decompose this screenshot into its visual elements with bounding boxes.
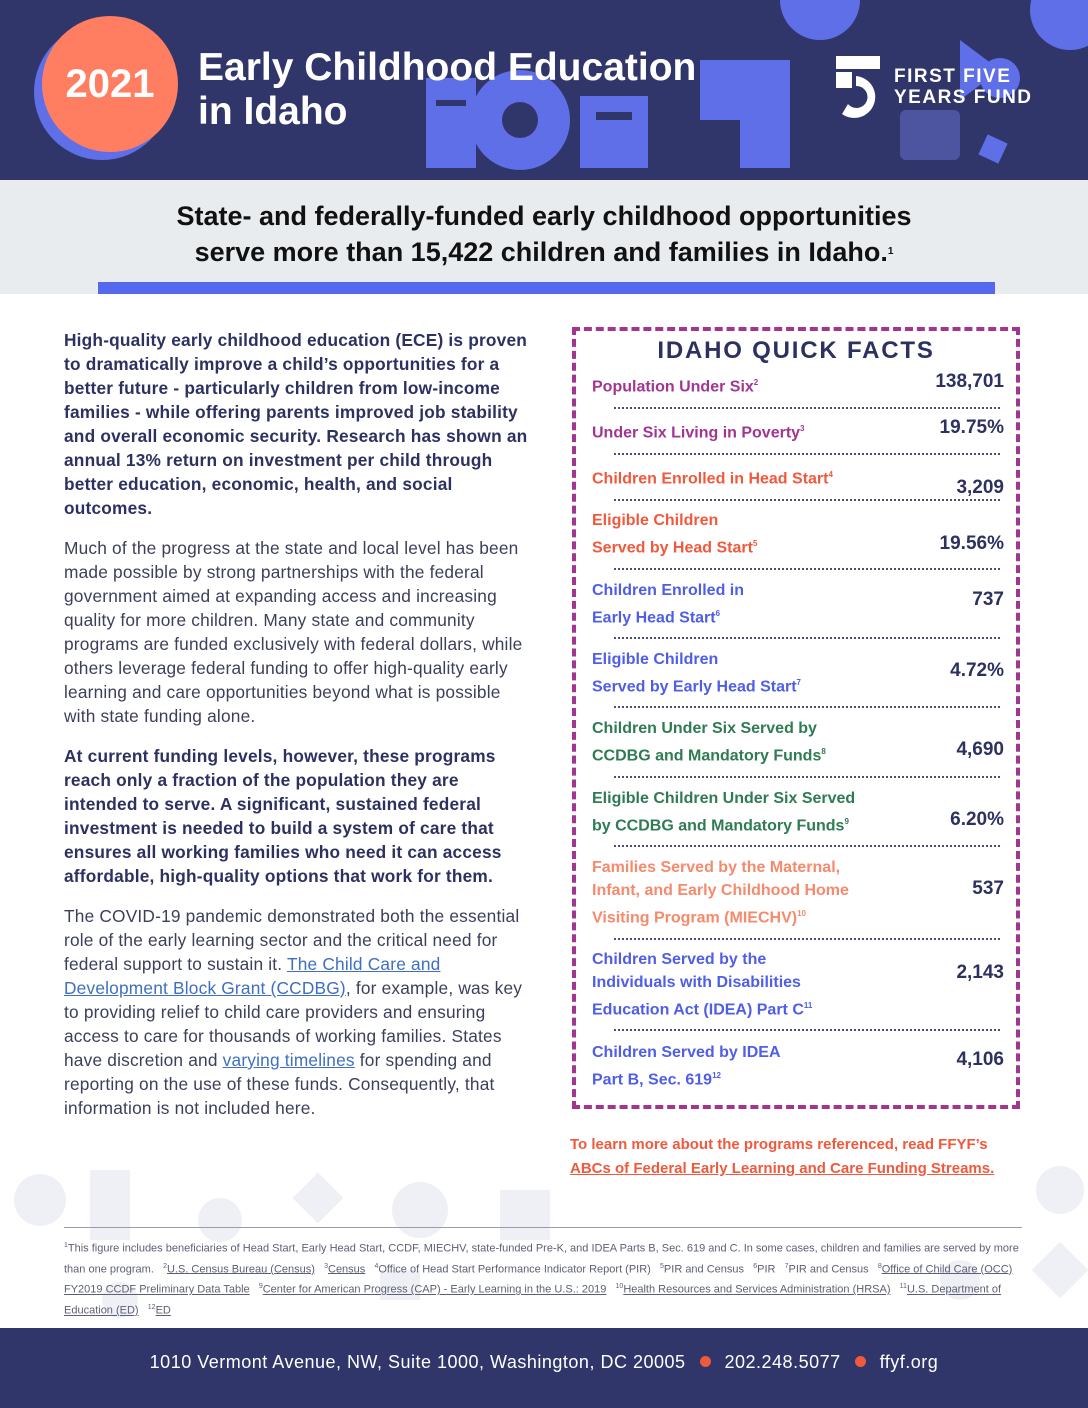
footer-phone[interactable]: 202.248.5077 [724,1352,841,1372]
separator-dot [700,1356,711,1367]
footnote-11-link[interactable]: U.S. Department of Education (ED) [64,1283,1002,1317]
divider [614,453,1000,455]
divider [614,499,1000,501]
fact-value: 6.20% [950,809,1004,830]
logo-line2: YEARS FUND [894,87,1033,108]
footer-address: 1010 Vermont Avenue, NW, Suite 1000, Washington, DC 20005 [149,1352,686,1372]
footnote-5: PIR and Census [663,1263,745,1276]
fact-value: 737 [972,589,1004,610]
covid-paragraph [64,904,536,1120]
fact-value: 19.75% [939,417,1004,438]
divider [614,938,1000,940]
headline-banner [0,180,1088,294]
headline-line2: serve more than 15,422 children and families in Idaho. [194,237,888,267]
ffyf-logo-icon [836,56,880,118]
footnote-10-link[interactable]: Health Resources and Services Administration (HRSA) [623,1283,891,1296]
footer-contact [0,1352,1088,1373]
fact-label: Under Six Living in Poverty$^3$ [592,424,805,442]
logo-line1: FIRST FIVE [894,66,1012,87]
fact-label: Eligible Children Served by Head Start$^5$ [592,512,758,557]
banner-accent-bar [98,282,995,294]
ccdbg-link[interactable]: The Child Care and Development Block Grant (CCDBG) [64,954,441,998]
varying-timelines-link[interactable]: varying timelines [222,1050,355,1070]
fact-label: Families Served by the Maternal, Infant, and Early Childhood Home Visiting Program (MIECHV)$^{10}$ [592,859,849,927]
divider [614,845,1000,847]
fact-label: Children Under Six Served by CCDBG and Mandatory Funds$^8$ [592,720,826,765]
footnote-7: PIR and Census [788,1263,869,1276]
footnote-6: PIR [757,1263,776,1276]
fact-label: Children Enrolled in Early Head Start$^6$ [592,582,745,627]
footer [0,1328,1088,1408]
fact-value: 4,690 [956,739,1004,760]
covid-text-a: The COVID-19 pandemic demonstrated both the essential role of the early learning sector and the critical need for federal support to sustain it. [64,906,520,974]
fact-label: Children Served by the Individuals with Disabilities Education Act (IDEA) Part $C^{11}$ [592,951,813,1019]
fact-label: Population Under Six$^2$ [592,378,759,396]
headline-text [60,198,1028,270]
header [0,0,1088,180]
footnotes: $^1$This figure includes beneficiaries of Head Start, Early Head Start, CCDF, MIECHV, state-funded Pre-K, and IDEA Parts B, Sec. 619 and C. In some cases, children and families are served by more than one program. $^2$U.S. Census Bureau (Census) $^3$Census $^4$Office of Head Start Performance Indicator Report (PIR) $^5$PIR and Census $^6$PIR $^7$PIR and Census $^8$Office of Child Care (OCC) FY2019 CCDF Preliminary Data Table $^9$Center for American Progress (CAP) - Early Learning in the U.S.: 2019 $^{10}$Health Resources and Services Administration (HRSA) $^{11}$U.S. Department of Education (ED) $^{12}$ED [64,1242,1019,1317]
footer-website-link[interactable]: ffyf.org [879,1352,939,1372]
footnotes-divider [64,1227,1022,1228]
page-title [198,46,696,134]
quick-facts-box [572,327,1020,1109]
fact-label: Children Enrolled in Head Start$^4$ [592,470,833,488]
divider [614,407,1000,409]
fact-value: 537 [972,878,1004,899]
page-title-line1: Early Childhood Education [198,46,697,89]
separator-dot [855,1356,866,1367]
fact-value: 3,209 [956,477,1004,498]
fact-value: 4,106 [956,1049,1004,1070]
quick-facts-title: IDAHO QUICK FACTS [657,337,935,364]
footnote-8-link[interactable]: Office of Child Care (OCC) FY2019 CCDF Preliminary Data Table [64,1263,1013,1296]
headline-line2-wrap [60,234,1028,270]
learn-more-note [570,1133,1030,1181]
headline-footnote-mark: 1 [887,246,894,257]
divider [614,776,1000,778]
footnote-2-link[interactable]: U.S. Census Bureau (Census) [166,1263,315,1276]
divider [614,637,1000,639]
divider [614,1029,1000,1031]
abcs-funding-streams-link[interactable]: ABCs of Federal Early Learning and Care Funding Streams. [570,1160,995,1177]
fact-label: Eligible Children Under Six Served by CCDBG and Mandatory Funds$^9$ [592,790,856,835]
fact-value: 19.56% [939,533,1004,554]
footnote-4: Office of Head Start Performance Indicator Report (PIR) [378,1263,651,1276]
divider [614,706,1000,708]
page-title-line2: in Idaho [198,90,348,133]
learn-more-prefix: To learn more about the programs referenced, read FFYF’s [570,1136,988,1153]
footnote-1: This figure includes beneficiaries of Head Start, Early Head Start, CCDF, MIECHV, state-funded Pre-K, and IDEA Parts B, Sec. 619 and C. In some cases, children and families are served by more than one program. [64,1242,1019,1276]
intro-paragraph: High-quality early childhood education (ECE) is proven to dramatically improve a child’s opportunities for a better future - particularly children from low-income families - while offering parents improved job stability and overall economic security. Research has shown an annual 13% return on investment per child through better education, economic, health, and social outcomes. [64,330,528,518]
fact-value: 2,143 [956,962,1004,983]
footnote-12-link[interactable]: ED [155,1304,171,1317]
funding-paragraph: At current funding levels, however, these programs reach only a fraction of the population they are intended to serve. A significant, sustained federal investment is needed to build a system of care that ensures all working families who need it can access affordable, high-quality options that work for them. [64,746,502,886]
footnote-9-link[interactable]: Center for American Progress (CAP) - Early Learning in the U.S.: 2019 [262,1283,607,1296]
ffyf-logo [836,56,1033,118]
body-text-column [64,328,536,1136]
progress-paragraph: Much of the progress at the state and local level has been made possible by strong partnerships with the federal government aimed at expanding access and increasing quality for more children. Many state and community programs are funded exclusively with federal dollars, while others leverage federal funding to offer high-quality early learning and care opportunities beyond what is possible with state funding alone. [64,538,523,726]
divider [614,568,1000,570]
footnote-3-link[interactable]: Census [328,1263,366,1276]
fact-value: 138,701 [935,371,1004,392]
fact-label: Children Served by IDEA Part B, Sec. $619^{12}$ [592,1044,781,1089]
covid-text-b: , for example, was key to providing relief to child care providers and ensuring access to care for thousands of working families. States have discretion and [64,978,523,1070]
fact-value: 4.72% [950,660,1004,681]
year-label: 2021 [65,61,155,106]
covid-text-c: for spending and reporting on the use of these funds. Consequently, that information is not included here. [64,1050,495,1118]
headline-line1: State- and federally-funded early childhood opportunities [176,201,912,231]
ffyf-logo-text [894,66,1033,108]
fact-label: Eligible Children Served by Early Head Start$^7$ [592,651,801,696]
